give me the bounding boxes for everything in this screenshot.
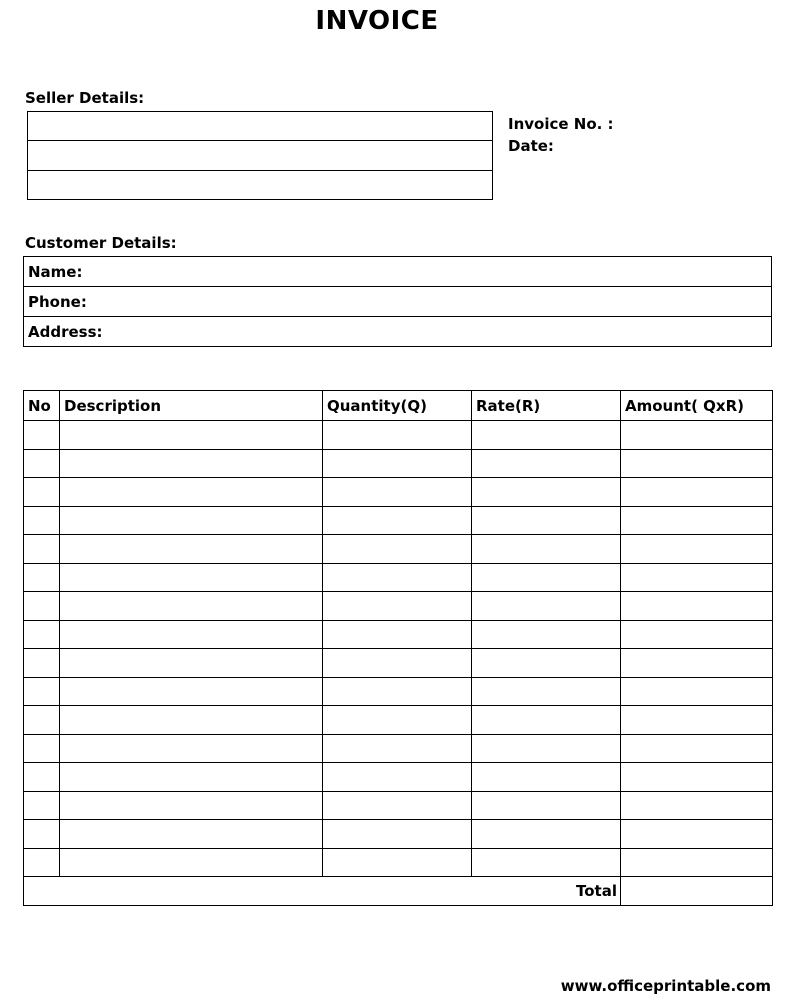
cell-description[interactable] — [60, 763, 323, 792]
cell-amount[interactable] — [621, 478, 773, 507]
cell-quantity[interactable] — [323, 592, 472, 621]
table-row — [24, 478, 773, 507]
date-label: Date: — [508, 137, 554, 155]
cell-description[interactable] — [60, 563, 323, 592]
seller-details-box — [27, 111, 493, 200]
cell-description[interactable] — [60, 734, 323, 763]
cell-rate[interactable] — [472, 706, 621, 735]
cell-no[interactable] — [24, 592, 60, 621]
cell-amount[interactable] — [621, 677, 773, 706]
customer-address-label: Address: — [28, 322, 103, 341]
cell-description[interactable] — [60, 478, 323, 507]
table-row — [24, 506, 773, 535]
total-row — [24, 877, 773, 906]
cell-rate[interactable] — [472, 763, 621, 792]
cell-amount[interactable] — [621, 535, 773, 564]
cell-description[interactable] — [60, 592, 323, 621]
cell-quantity[interactable] — [323, 449, 472, 478]
cell-description[interactable] — [60, 649, 323, 678]
cell-rate[interactable] — [472, 677, 621, 706]
table-row — [24, 421, 773, 450]
cell-rate[interactable] — [472, 791, 621, 820]
cell-no[interactable] — [24, 478, 60, 507]
cell-quantity[interactable] — [323, 563, 472, 592]
cell-amount[interactable] — [621, 706, 773, 735]
cell-no[interactable] — [24, 820, 60, 849]
seller-line-2[interactable] — [28, 141, 492, 170]
cell-no[interactable] — [24, 620, 60, 649]
cell-amount[interactable] — [621, 649, 773, 678]
cell-quantity[interactable] — [323, 535, 472, 564]
invoice-number-label: Invoice No. : — [508, 115, 614, 133]
cell-rate[interactable] — [472, 592, 621, 621]
cell-no[interactable] — [24, 706, 60, 735]
cell-no[interactable] — [24, 535, 60, 564]
cell-amount[interactable] — [621, 449, 773, 478]
table-row — [24, 677, 773, 706]
cell-description[interactable] — [60, 677, 323, 706]
cell-rate[interactable] — [472, 506, 621, 535]
table-row — [24, 620, 773, 649]
table-row — [24, 592, 773, 621]
customer-name-label: Name: — [28, 262, 83, 281]
line-items-body — [24, 421, 773, 877]
seller-details-label: Seller Details: — [25, 89, 145, 107]
cell-amount[interactable] — [621, 620, 773, 649]
cell-rate[interactable] — [472, 848, 621, 877]
cell-description[interactable] — [60, 820, 323, 849]
cell-rate[interactable] — [472, 421, 621, 450]
table-row — [24, 649, 773, 678]
customer-phone-label: Phone: — [28, 292, 87, 311]
customer-name-field[interactable] — [24, 257, 771, 287]
total-amount-cell[interactable] — [621, 877, 773, 906]
cell-no[interactable] — [24, 848, 60, 877]
cell-description[interactable] — [60, 791, 323, 820]
cell-amount[interactable] — [621, 848, 773, 877]
cell-no[interactable] — [24, 791, 60, 820]
cell-amount[interactable] — [621, 734, 773, 763]
seller-line-1[interactable] — [28, 112, 492, 141]
table-header-row — [24, 391, 773, 421]
cell-quantity[interactable] — [323, 820, 472, 849]
cell-no[interactable] — [24, 734, 60, 763]
cell-quantity[interactable] — [323, 649, 472, 678]
customer-address-field[interactable] — [24, 317, 771, 346]
table-row — [24, 791, 773, 820]
cell-no[interactable] — [24, 763, 60, 792]
cell-amount[interactable] — [621, 421, 773, 450]
cell-rate[interactable] — [472, 649, 621, 678]
table-row — [24, 734, 773, 763]
line-items-table — [23, 390, 773, 906]
cell-rate[interactable] — [472, 478, 621, 507]
cell-quantity[interactable] — [323, 763, 472, 792]
column-header-quantity: Quantity(Q) — [323, 391, 472, 421]
column-header-amount: Amount( QxR) — [621, 391, 773, 421]
table-row — [24, 535, 773, 564]
table-row — [24, 848, 773, 877]
cell-no[interactable] — [24, 563, 60, 592]
cell-amount[interactable] — [621, 592, 773, 621]
customer-details-label: Customer Details: — [25, 234, 177, 252]
cell-description[interactable] — [60, 848, 323, 877]
cell-quantity[interactable] — [323, 677, 472, 706]
table-row — [24, 563, 773, 592]
cell-description[interactable] — [60, 449, 323, 478]
column-header-rate: Rate(R) — [472, 391, 621, 421]
cell-quantity[interactable] — [323, 478, 472, 507]
invoice-title: INVOICE — [315, 6, 439, 36]
total-label: Total — [24, 877, 621, 906]
customer-details-box — [23, 256, 772, 347]
cell-quantity[interactable] — [323, 734, 472, 763]
table-row — [24, 763, 773, 792]
seller-line-3[interactable] — [28, 171, 492, 199]
cell-amount[interactable] — [621, 563, 773, 592]
cell-rate[interactable] — [472, 449, 621, 478]
cell-amount[interactable] — [621, 506, 773, 535]
cell-description[interactable] — [60, 421, 323, 450]
column-header-description: Description — [60, 391, 323, 421]
cell-description[interactable] — [60, 620, 323, 649]
table-row — [24, 449, 773, 478]
cell-no[interactable] — [24, 421, 60, 450]
cell-rate[interactable] — [472, 535, 621, 564]
cell-description[interactable] — [60, 506, 323, 535]
cell-rate[interactable] — [472, 620, 621, 649]
cell-rate[interactable] — [472, 734, 621, 763]
cell-quantity[interactable] — [323, 506, 472, 535]
cell-no[interactable] — [24, 449, 60, 478]
cell-no[interactable] — [24, 677, 60, 706]
cell-amount[interactable] — [621, 820, 773, 849]
cell-rate[interactable] — [472, 563, 621, 592]
cell-description[interactable] — [60, 535, 323, 564]
column-header-no: No — [24, 391, 60, 421]
cell-quantity[interactable] — [323, 706, 472, 735]
cell-quantity[interactable] — [323, 620, 472, 649]
cell-amount[interactable] — [621, 791, 773, 820]
cell-rate[interactable] — [472, 820, 621, 849]
cell-quantity[interactable] — [323, 421, 472, 450]
cell-no[interactable] — [24, 649, 60, 678]
cell-no[interactable] — [24, 506, 60, 535]
cell-quantity[interactable] — [323, 848, 472, 877]
table-row — [24, 820, 773, 849]
cell-quantity[interactable] — [323, 791, 472, 820]
customer-phone-field[interactable] — [24, 287, 771, 317]
cell-description[interactable] — [60, 706, 323, 735]
table-row — [24, 706, 773, 735]
cell-amount[interactable] — [621, 763, 773, 792]
footer-website: www.officeprintable.com — [560, 977, 771, 995]
